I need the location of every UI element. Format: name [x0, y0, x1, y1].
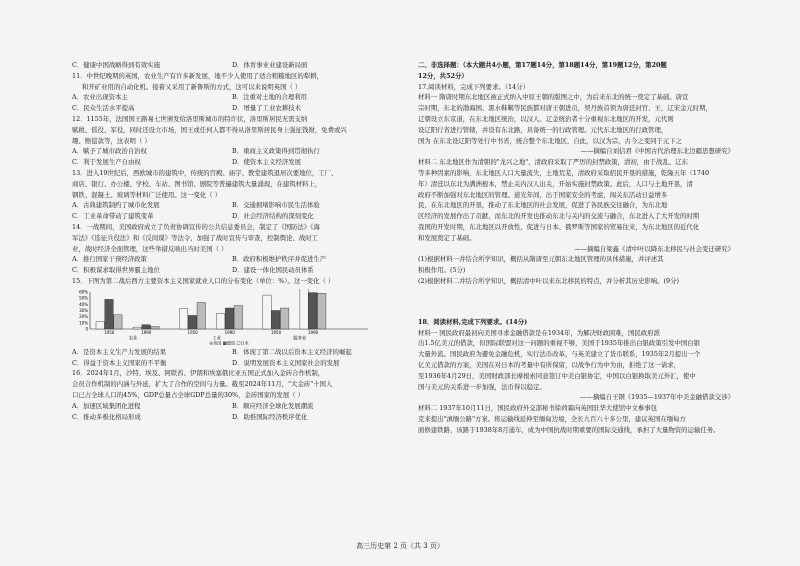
q17-material-1-line-2: 宗时期，东北的渤海国、黑水靺鞨等民族都对唐王朝进贡，契丹族首领为唐廷封官、王，辽宋金元时期，	[418, 104, 712, 113]
page-footer: 高三历史第 2 页（共 3 页）	[356, 542, 444, 550]
group-label: 工业	[212, 336, 221, 342]
x-tick-label: 1990	[308, 329, 319, 335]
q17-heading: 17.阅读材料，完成下列要求。（14分）	[418, 82, 529, 91]
q15-options-row-1	[72, 347, 392, 358]
q17-material-1-source: ——摘编自刘信君《中国古代治理东北边疆思想研究》	[580, 147, 734, 156]
y-tick-label: 50%	[79, 295, 88, 301]
q17-material-2-line-6: 区经济的发展作出了贡献，而东北的开发也推动东北与关内的交流与融合，东北进入了大开发的时期	[418, 212, 700, 221]
q16-option-d: D．助推国际经济秩序优化	[232, 412, 308, 421]
q11-option-b: B．注重对土地的合理利用	[232, 93, 307, 102]
q17-material-1-line-1: 材料一 隋唐时期东北地区被正式纳入中原王朝的版图之中，为后来东北的统一奠定了基础。唐宣	[418, 93, 689, 102]
q13-options-row-1	[72, 200, 392, 211]
q18-material-2-line-1: 材料二 1937年10月11日，国民政府外交部秘书徐荷霜向英国驻华大使馆中文参事包	[418, 404, 658, 413]
q11-option-c: C．民众生活水平提高	[72, 104, 135, 113]
q18-material-2-line-3: 面修建铁路，该路于1938年8月通车，成为中国抗战时期重要的国际交通线，承担了大量物资的运输任务。	[418, 425, 720, 434]
q17-material-2-line-8: 和发展奠定了基础。	[418, 233, 476, 242]
q16-options-row-1	[72, 401, 392, 412]
q12-option-b: B．重商主义政策得到贯彻执行	[232, 147, 320, 156]
bar	[151, 326, 159, 328]
bar	[188, 315, 196, 329]
q13-line-1: 13．进入19世纪后，西欧城市的建筑中，传统的宫殿、庙宇、教堂建筑退居次要地位，工厂、	[72, 168, 338, 177]
q16-options-row-2	[72, 412, 392, 423]
q14-options-row-1	[72, 254, 392, 265]
q12-line-1: 12．1155年，法国国王路易七世颁发给洛里斯城市的特许状，洛里斯居民无需支纳	[72, 114, 308, 123]
q13-line-2: 商店、银行、办公楼、学校、车站、图书馆、剧院等普遍建筑大量涌现，在建筑材料上，	[72, 179, 322, 188]
q13-option-b: B．交通拥堵影响市民生活体验	[232, 201, 320, 210]
q14-option-b: B．政府积极维护秩序并促进生产	[232, 255, 327, 264]
q11-option-a: A．农业出现资本主	[72, 93, 128, 102]
q14-option-c: C．积极谋求取得世界霸主地位	[72, 266, 160, 275]
bar	[280, 308, 288, 329]
q16-option-c: C．推动多极化格局形成	[72, 412, 141, 421]
q12-option-a: A．赋予了城市政治自治权	[72, 147, 147, 156]
q16-line-1: 16．2024年1月，沙特、埃及、阿联酋、伊朗和埃塞俄比亚五国正式加入金砖合作机制，	[72, 369, 325, 378]
employment-chart	[72, 289, 372, 345]
q12-line-2: 赋税、徭役、军役，同时还设立市场，国王或任何人都不得从洛里斯居民身上强征钱财，免费或兴	[72, 125, 347, 134]
q15-option-a: A．是资本主义生产力发展的结果	[72, 347, 167, 356]
q17-material-2-line-3: 年）清廷以东北为满洲根本，禁止关内汉人出关，开始实施封禁政策。此后，人口与土地开垦，清	[418, 179, 693, 188]
q17-question-1: (1)根据材料一并结合所学知识，概括从隋唐至元朝东北地区管理的具体措施，并评述其	[418, 255, 664, 264]
q12-option-d: D．使资本主义经济发展	[232, 158, 302, 167]
q11-line-2: 和开矿业用的自动化机。接着又采用了新鲁斯的方式，这可以来说明英国（ ）	[82, 82, 302, 91]
q13-options-row-2	[72, 211, 392, 222]
y-tick-label: 30%	[79, 307, 88, 313]
q17-question-1-cont: 积极作用。(5分)	[418, 266, 466, 275]
q11-options-row-2	[72, 103, 392, 114]
chart-legend: ◎美国 ▩德国 □日本	[209, 340, 249, 345]
q14-line-3: 业，战时经济全面管理，这些举措反映出当时美国（ ）	[72, 244, 228, 253]
group-label: 服务业	[293, 336, 307, 342]
q11-option-d: D．增量了工业农耕技术	[232, 104, 302, 113]
q15-option-c: C．得益于资本主义国家的不平衡	[72, 358, 167, 367]
q14-line-1: 14．一战期间，美国政府成立了负责协调宣传的公共信息委员会，制定了《国防法》《海	[72, 222, 320, 231]
y-tick-label: 20%	[79, 313, 88, 319]
q17-material-2-line-5: 民，在东北地区的开垦，推动了东北地区的社会发展，促进了各民族交往融合，为东北地	[418, 201, 668, 210]
q18-material-1-line-2: 出1.5亿美元的借款，但国际联盟对这一问题的重视不够，美国于1935年推出白银政策引发中国白银	[418, 339, 701, 348]
q13-option-d: D．社会经济结构的深刻变化	[232, 212, 314, 221]
q12-option-c: C．利于发展生产自由权	[72, 158, 141, 167]
q16-option-a: A．加速区域集团化进程	[72, 401, 141, 410]
y-tick-label: 10%	[79, 320, 88, 326]
q18-material-1-line-6: 国与美元的关系进一步加强，法币得以稳定。	[418, 382, 546, 391]
q18-material-1-line-5: 至1936年4月29日，美国财政部长摩根索同意签订中美白银协定，中国以白银换取美元外汇，使中	[418, 371, 696, 380]
right-column	[418, 60, 738, 436]
q18-material-1-line-3: 大量外流。国民政府为避免金融危机，实行法币改革，与英美建立了货币联系，1935年2月提出一个	[418, 350, 701, 359]
bar	[225, 308, 233, 329]
q15-options-row-2	[72, 358, 392, 369]
q17-material-1-line-4: 设辽阳行省进行管辖，并设有东北路，具备统一的行政管理。元代东北地区的行政管理，	[418, 125, 668, 134]
y-tick-label: 40%	[79, 301, 88, 307]
bar	[216, 313, 224, 328]
bar	[263, 295, 271, 329]
q17-question-2: (2)根据材料二并结合所学知识，概括清中叶以来东北移民的特点，并分析其历史影响。(9分)	[418, 276, 679, 285]
q13-line-3: 钢铁、混凝土、玻璃等材料广泛使用。这一变化（ ）	[72, 190, 222, 199]
bar	[234, 305, 242, 328]
q13-option-c: C．工业革命带动了建筑变革	[72, 212, 154, 221]
q17-material-2-line-2: 等多种因素的影响，东北地区人口大量流失，土地荒芜，清政府采取招民开垦的措施，乾隆五年（1740	[418, 168, 710, 177]
q15-option-b: B．体现了第二战以后资本主义经济的崛起	[232, 347, 352, 356]
bar	[309, 292, 317, 328]
q18-heading: 18．阅读材料,完成下列要求。(14分)	[418, 317, 528, 326]
q11-line-1: 11．中世纪晚期的英国，农业生产有许多新发展，地不少人使用了适合粗糙地区的犁耕，	[72, 71, 323, 80]
q11-options-row-1	[72, 92, 392, 103]
q14-option-a: A．推行国家干预经济政策	[72, 255, 147, 264]
q14-option-d: D．建设一体化国民动员体系	[232, 266, 314, 275]
q10-options	[72, 60, 392, 71]
bar	[96, 321, 104, 328]
q16-line-3: 口已占全球人口的45%，GDP总量占全球GDP总量的30%，金砖国家的发展（ ）	[72, 390, 305, 399]
q17-material-2-line-1: 材料二 东北地区作为清朝的"龙兴之地"，清政府采取了严厉的封禁政策，清初，由于战乱、辽东	[418, 158, 688, 167]
x-tick-label: 1990	[224, 329, 235, 335]
q14-line-2: 军法》《选征兵役法》和《反间谍》等法令，加强了战时宣传与审查，控制舆论、战时工	[72, 233, 319, 242]
bar	[318, 293, 326, 329]
y-tick-label: 0	[85, 326, 88, 332]
q10-option-d: D．体育事业业建设新局面	[232, 61, 308, 69]
q18-material-1-line-1: 材料一 国民政府最初向美国寻求金融借款是在1934年，为解决财政困难，国民政府派	[418, 328, 660, 337]
q16-line-2: 会员合作机制的内涵与外延，扩大了合作的空间与力量。截至2024年11月，"大金砖"十国人	[72, 380, 333, 389]
x-tick-label: 1950	[104, 329, 115, 335]
group-label: 农业	[128, 336, 138, 342]
bar	[300, 289, 308, 329]
bar	[133, 327, 141, 329]
bar	[142, 324, 150, 328]
bar	[114, 315, 122, 329]
q17-material-2-line-4: 政府不断加强对东北地区的管理。道光年间，出于国家安全的考虑，闯关东活动日益增多	[418, 190, 668, 199]
bar	[272, 310, 280, 329]
section-heading: 二、非选择题：（本大题共4小题，第17题14分，第18题14分，第19题12分，第20题	[418, 61, 667, 69]
section-heading-2: 12分，共52分）	[418, 71, 468, 80]
q17-material-1-line-5: 国为 在东北设辽阳等处行中书省，统合整个东北地区，自此，以汉为宗，古今之变同于元下之	[418, 136, 683, 145]
x-tick-label: 1990	[141, 329, 152, 335]
q15-option-d: D．说明发展资本主义国家社会的发展	[232, 358, 340, 367]
q18-material-1-source: ——摘编自王钢《1935—1937年中美金融借款交涉》	[580, 393, 734, 402]
q16-option-b: B．顺应经济全球化发展潮流	[232, 401, 314, 410]
q10-option-c: C．健康中国战略得到有效实施	[72, 61, 160, 69]
bar	[105, 299, 113, 329]
q18-material-1-line-4: 亿美元借款的方案，美国在对日本的考量中有所保留，以战争行为中为由，拒绝了这一请求，	[418, 360, 681, 369]
q12-options-row-1	[72, 146, 392, 157]
employment-chart-svg	[72, 289, 372, 345]
q17-material-1-line-3: 辽朝设立东京道，在东北地区统治，以汉人、辽金统治者十分重视东北地区的开发，元代则	[418, 114, 674, 123]
q15-line: 15．下图为第二战后西方主要资本主义国家就业人口的分布变化（单位：%）。这一变化（ ）	[72, 276, 335, 285]
x-tick-label: 1950	[187, 329, 198, 335]
bar	[197, 302, 205, 329]
q12-options-row-2	[72, 157, 392, 168]
x-tick-label: 1950	[270, 329, 282, 335]
left-column	[72, 60, 392, 422]
bar	[179, 308, 187, 328]
q17-material-2-line-7: 我国的开发时期，东北地区以开放性，促进与日本、俄罗斯等国家的贸易往来，为东北地区的近代化	[418, 222, 700, 231]
q18-material-2-line-2: 克来提出"滇缅公路"方案。将运输线延伸至缅甸边境，全长九百六十多公里，建议英国在缅甸方	[418, 414, 686, 423]
q12-line-3: 趣、赔偿款等，这表明（ ）	[72, 136, 151, 145]
q14-options-row-2	[72, 265, 392, 276]
q17-material-2-source: ——摘编自梁鑫《清中叶以降东北移民与社会变迁研究》	[574, 244, 734, 253]
q13-option-a: A．古典建筑制约了城市化发展	[72, 201, 160, 210]
y-tick-label: 60%	[79, 289, 88, 295]
